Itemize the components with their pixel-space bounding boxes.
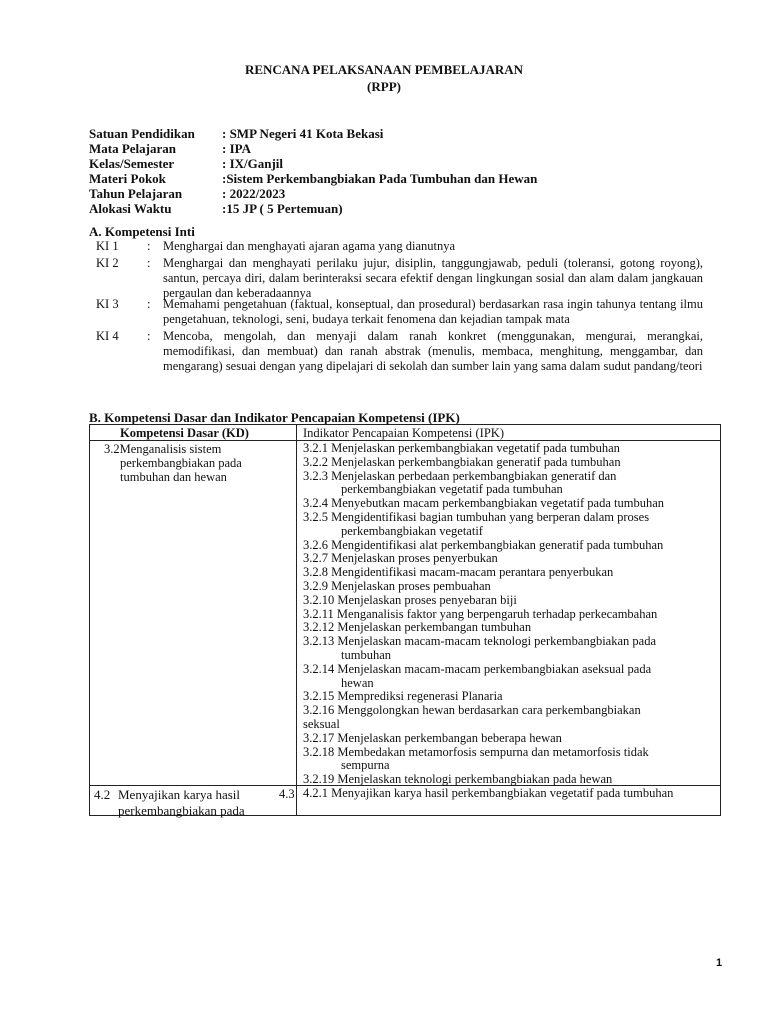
- header-ipk: Indikator Pencapaian Kompetensi (IPK): [303, 426, 504, 440]
- identity-label: Tahun Pelajaran: [89, 186, 183, 201]
- page-number: 1: [716, 957, 723, 969]
- ipk-item: 3.2.12 Menjelaskan perkembangan tumbuhan: [303, 620, 532, 635]
- ipk-item-continuation: sempurna: [341, 758, 390, 773]
- identity-value: : SMP Negeri 41 Kota Bekasi: [222, 126, 384, 141]
- identity-value: : IPA: [222, 141, 252, 156]
- identity-row: [89, 156, 283, 172]
- ki-text: Mencoba, mengolah, dan menyaji dalam ranah konkret (menggunakan, mengurai, merangkai, memodifikasi, dan membuat) dan ranah abstrak (menulis, membaca, menghitung, menggambar, dan mengarang) sesuai dengan yang dipelajari di sekolah dan sumber lain yang sama dalam sudut pandang/teori: [163, 329, 703, 373]
- ipk-item: 3.2.2 Menjelaskan perkembangbiakan generatif pada tumbuhan: [303, 454, 621, 469]
- header-kd: Kompetensi Dasar (KD): [120, 426, 249, 440]
- kd-line: tumbuhan dan hewan: [120, 470, 227, 484]
- ipk-item: 3.2.17 Menjelaskan perkembangan beberapa hewan: [303, 730, 562, 745]
- identity-row: [89, 141, 251, 157]
- identity-row: [89, 171, 537, 187]
- identity-row: [89, 186, 285, 202]
- ipk-item: 3.2.9 Menjelaskan proses pembuahan: [303, 578, 491, 593]
- ki-text: Menghargai dan menghayati ajaran agama yang dianutnya: [163, 239, 456, 253]
- ki-colon: :: [147, 329, 151, 343]
- ipk-cell: [303, 442, 718, 787]
- identity-label: Mata Pelajaran: [89, 141, 177, 156]
- ki-text: Memahami pengetahuan (faktual, konseptual, dan prosedural) berdasarkan rasa ingin tahunya tentang ilmu pengetahuan, teknologi, seni, budaya terkait fenomena dan kejadian tampak mata: [163, 297, 703, 326]
- ipk-cell: [303, 787, 718, 801]
- identity-value: :15 JP ( 5 Pertemuan): [222, 201, 343, 216]
- ki-code: KI 4: [96, 329, 119, 343]
- ki-colon: :: [147, 256, 151, 270]
- kd-ipk-table: [89, 424, 721, 816]
- ki-code: KI 3: [96, 297, 119, 311]
- identity-row: [89, 201, 343, 217]
- section-b-heading: B. Kompetensi Dasar dan Indikator Pencapaian Kompetensi (IPK): [89, 410, 460, 425]
- ipk-item: 3.2.6 Mengidentifikasi alat perkembangbiakan generatif pada tumbuhan: [303, 537, 664, 552]
- identity-label: Satuan Pendidikan: [89, 126, 195, 141]
- ipk-item: 3.2.15 Memprediksi regenerasi Planaria: [303, 689, 503, 704]
- identity-value: : 2022/2023: [222, 186, 286, 201]
- ki-text: Menghargai dan menghayati perilaku jujur, disiplin, tanggungjawab, peduli (toleransi, gotong royong), santun, percaya diri, dalam berinteraksi secara efektif dengan lingkungan sosial dan alam dalam jangkauan pergaulan dan keberadaannya: [163, 256, 703, 300]
- document-subtitle: (RPP): [367, 79, 401, 94]
- ipk-item: 3.2.1 Menjelaskan perkembangbiakan vegetatif pada tumbuhan: [303, 441, 620, 455]
- ipk-item-continuation: seksual: [303, 716, 340, 731]
- ipk-item-continuation: perkembangbiakan vegetatif: [341, 523, 483, 538]
- kd-line: 3.2Menganalisis sistem: [104, 442, 222, 456]
- ipk-item: 3.2.14 Menjelaskan macam-macam perkembangbiakan aseksual pada: [303, 661, 652, 676]
- kd-number: 4.2: [94, 787, 111, 802]
- kd-line: [94, 787, 245, 803]
- ipk-item: 3.2.8 Mengidentifikasi macam-macam perantara penyerbukan: [303, 565, 614, 580]
- kd-marker: 4.3: [279, 787, 295, 801]
- ipk-item-continuation: tumbuhan: [341, 647, 391, 662]
- ki-colon: :: [147, 297, 151, 311]
- section-a-heading: A. Kompetensi Inti: [89, 224, 195, 239]
- ipk-item-continuation: perkembangbiakan vegetatif pada tumbuhan: [341, 482, 563, 497]
- ipk-item: 3.2.19 Menjelaskan teknologi perkembangbiakan pada hewan: [303, 772, 613, 787]
- ipk-item: 3.2.10 Menjelaskan proses penyebaran biji: [303, 592, 517, 607]
- ipk-item: 3.2.4 Menyebutkan macam perkembangbiakan vegetatif pada tumbuhan: [303, 496, 664, 511]
- ipk-item: 3.2.13 Menjelaskan macam-macam teknologi perkembangbiakan pada: [303, 634, 656, 649]
- identity-label: Materi Pokok: [89, 171, 166, 186]
- identity-value: : IX/Ganjil: [222, 156, 284, 171]
- ipk-item: 3.2.11 Menganalisis faktor yang berpengaruh terhadap perkecambahan: [303, 606, 658, 621]
- identity-value: :Sistem Perkembangbiakan Pada Tumbuhan dan Hewan: [222, 171, 538, 186]
- column-divider: [296, 425, 297, 815]
- document-title: RENCANA PELAKSANAAN PEMBELAJARAN: [244, 62, 524, 77]
- kd-cell: [104, 442, 242, 484]
- ki-colon: :: [147, 239, 151, 253]
- ipk-item: 3.2.3 Menjelaskan perbedaan perkembangbiakan generatif dan: [303, 468, 617, 483]
- ipk-item: 3.2.18 Membedakan metamorfosis sempurna dan metamorfosis tidak: [303, 744, 649, 759]
- ki-code: KI 2: [96, 256, 119, 270]
- ipk-item-continuation: hewan: [341, 675, 374, 690]
- identity-label: Kelas/Semester: [89, 156, 175, 171]
- kd-cell: [94, 787, 245, 819]
- kd-line: perkembangbiakan pada: [120, 456, 242, 470]
- identity-label: Alokasi Waktu: [89, 201, 172, 216]
- ipk-item: 3.2.16 Menggolongkan hewan berdasarkan cara perkembangbiakan: [303, 703, 641, 718]
- kd-line: perkembangbiakan pada: [118, 803, 245, 818]
- kd-text: Menyajikan karya hasil: [118, 787, 241, 802]
- identity-row: [89, 126, 383, 142]
- ki-code: KI 1: [96, 239, 119, 253]
- ipk-item: 4.2.1 Menyajikan karya hasil perkembangbiakan vegetatif pada tumbuhan: [303, 786, 674, 800]
- ipk-item: 3.2.5 Mengidentifikasi bagian tumbuhan yang berperan dalam proses: [303, 509, 650, 524]
- ipk-item: 3.2.7 Menjelaskan proses penyerbukan: [303, 551, 498, 566]
